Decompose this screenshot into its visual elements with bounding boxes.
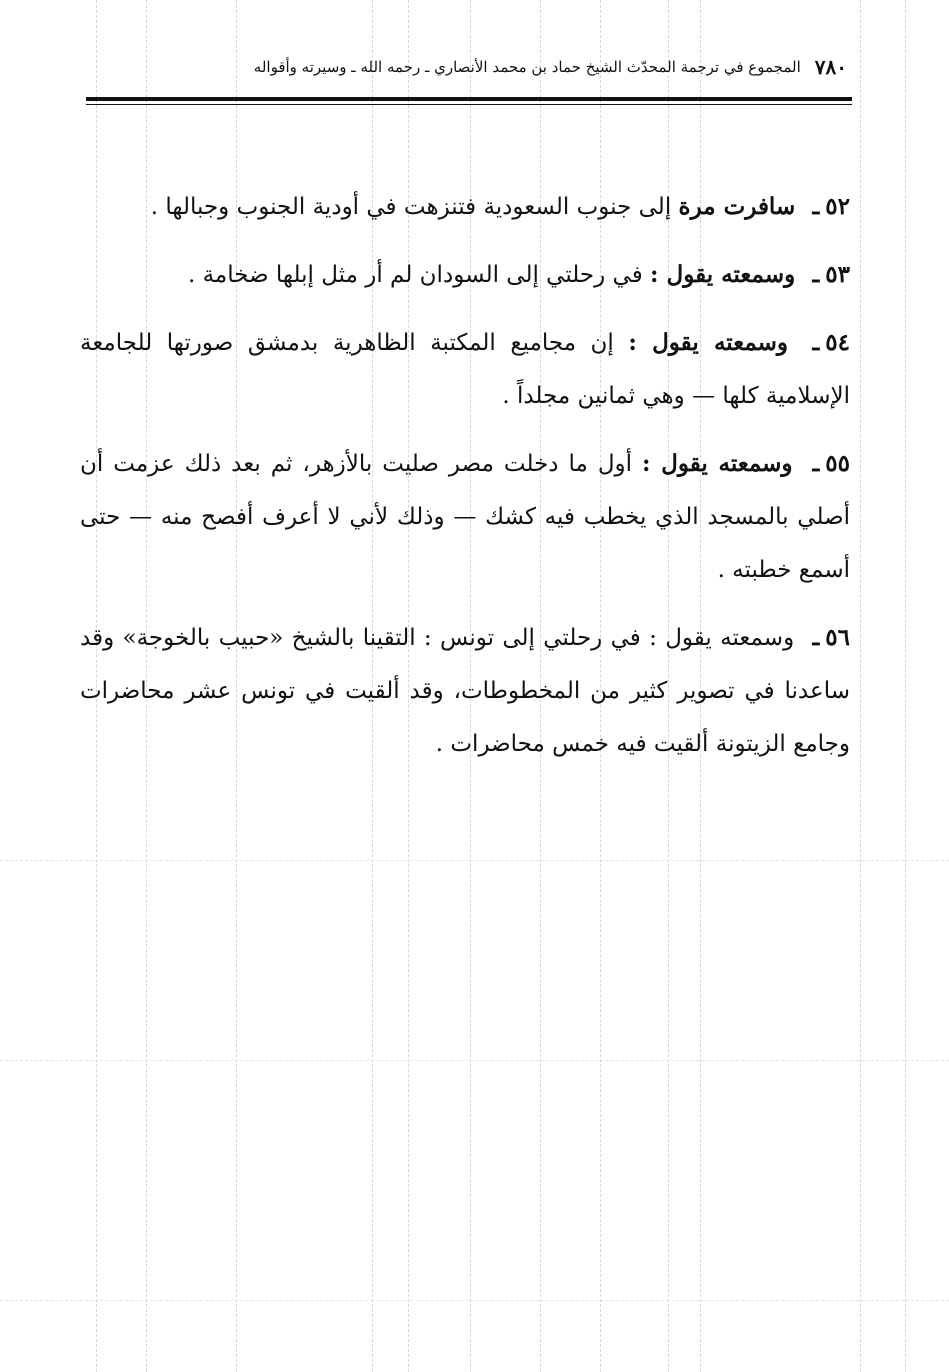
running-title: المجموع في ترجمة المحدّث الشيخ حماد بن محمد الأنصاري ـ رحمه الله ـ وسيرته وأقواله	[253, 58, 801, 76]
paragraph-53	[80, 248, 850, 302]
item-separator: ـ	[812, 624, 820, 651]
item-number: ٥٣	[825, 261, 850, 288]
item-separator: ـ	[812, 450, 820, 477]
page-header	[182, 52, 847, 82]
item-text: أول ما دخلت مصر صليت بالأزهر، ثم بعد ذلك عزمت أن أصلي بالمسجد الذي يخطب فيه كشك — وذلك لأني لا أعرف أفصح منه — حتى أسمع خطبته .	[80, 451, 850, 583]
item-lead: وسمعته يقول :	[642, 450, 793, 477]
item-lead: وسمعته يقول :	[628, 329, 788, 356]
item-lead: وسمعته يقول :	[650, 261, 796, 288]
header-rule-thin	[86, 104, 852, 105]
page-number: ٧٨٠	[814, 55, 847, 79]
item-separator: ـ	[812, 261, 820, 288]
body-text	[80, 180, 850, 785]
paragraph-54	[80, 316, 850, 423]
item-text: إن مجاميع المكتبة الظاهرية بدمشق صورتها للجامعة الإسلامية كلها — وهي ثمانين مجلداً .	[80, 330, 850, 409]
header-rule	[86, 97, 852, 101]
guide-line	[0, 1300, 949, 1301]
item-number: ٥٥	[825, 450, 850, 477]
guide-line	[860, 0, 861, 1372]
guide-line	[905, 0, 906, 1372]
guide-line	[0, 1060, 949, 1061]
paragraph-55	[80, 437, 850, 597]
guide-line	[0, 860, 949, 861]
paragraph-56	[80, 611, 850, 771]
paragraph-52	[80, 180, 850, 234]
item-text: وسمعته يقول : في رحلتي إلى تونس : التقينا بالشيخ «حبيب بالخوجة» وقد ساعدنا في تصوير كثير من المخطوطات، وقد ألقيت في تونس عشر محاضرات وجامع الزيتونة ألقيت فيه خمس محاضرات .	[80, 625, 850, 757]
item-separator: ـ	[812, 329, 820, 356]
item-number: ٥٢	[825, 193, 850, 220]
item-number: ٥٤	[825, 329, 851, 356]
item-lead: سافرت مرة	[678, 193, 796, 220]
item-text: في رحلتي إلى السودان لم أر مثل إبلها ضخامة .	[187, 262, 643, 288]
item-text: إلى جنوب السعودية فتنزهت في أودية الجنوب وجبالها .	[150, 194, 672, 220]
item-number: ٥٦	[825, 624, 851, 651]
item-separator: ـ	[812, 193, 820, 220]
